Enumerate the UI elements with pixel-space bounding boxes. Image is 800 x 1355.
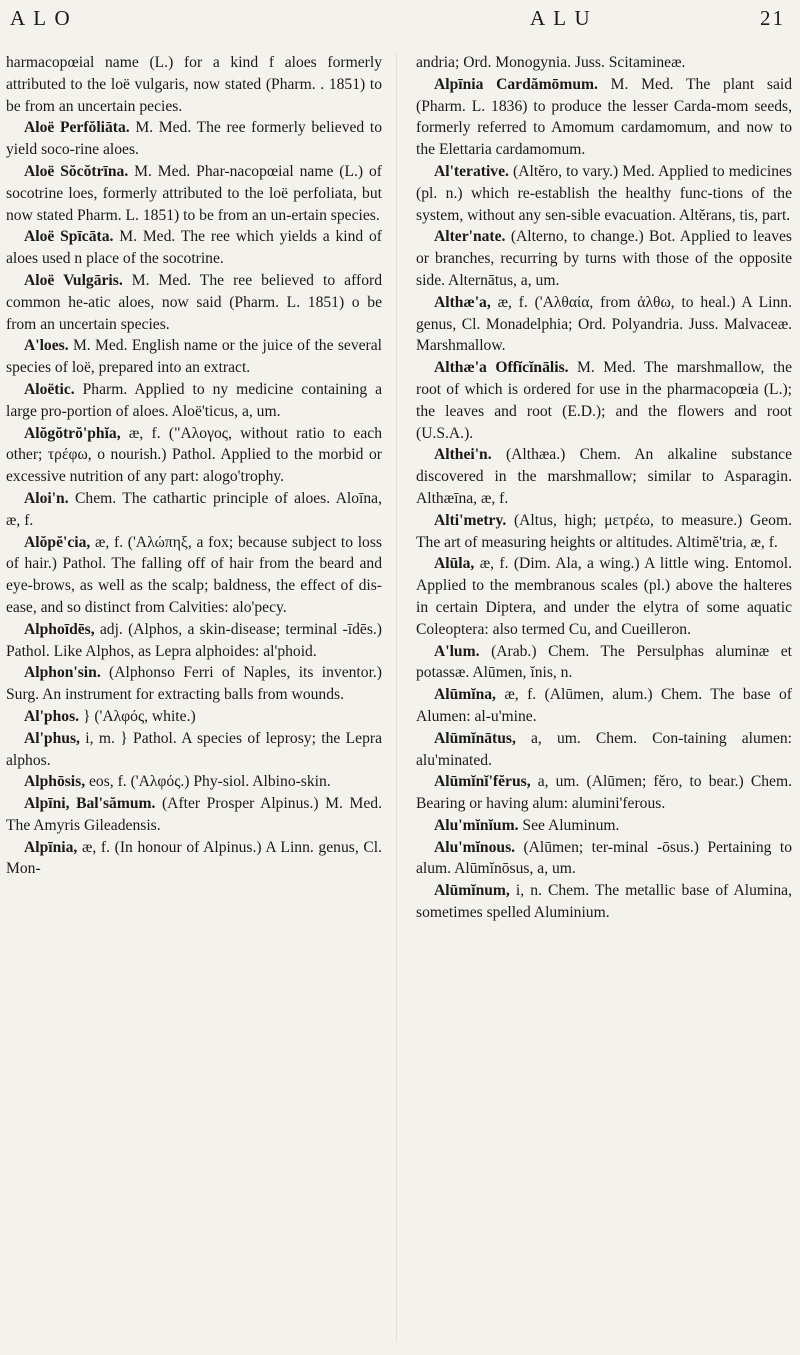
entry-definition: (Alūmen; ter-minal -ōsus.) Pertaining to alum. Alūmĭnōsus, a, um. [416,838,792,878]
entry-definition: M. Med. Phar-nacopœial name (L.) of socotrine loes, formerly attributed to the loë perfoliata, but now stated Pharm. L. 1851) to be from an un-ertain species. [6,162,382,224]
dictionary-entry [6,728,382,772]
dictionary-entry [6,270,382,335]
dictionary-entry [416,880,792,924]
entry-definition: (After Prosper Alpinus.) M. Med. The Amyris Gileadensis. [6,795,382,834]
dictionary-entry [6,117,382,161]
entry-definition: æ, f. ("Αλογος, without ratio to each other; τρέφω, o nourish.) Pathol. Applied to the morbid or excessive nutrition of any part: alogo'trophy. [6,424,382,486]
dictionary-entry [6,52,382,117]
entry-headword: Alter'nate. [434,228,506,246]
right-column [416,52,792,1348]
entry-definition: M. Med. The ree which yields a kind of aloes used n place of the socotrine. [6,228,382,268]
entry-definition: (Altus, high; μετρέω, to measure.) Geom. The art of measuring heights or altitudes. Altimĕ'tria, æ, f. [416,511,792,551]
dictionary-entry [416,815,792,837]
dictionary-entry [416,292,792,357]
entry-definition: } ('Αλφός, white.) [79,707,196,725]
entry-headword: Althæ'a Offĭcĭnālis. [434,359,569,377]
entry-headword: Alūmĭnātus, [434,729,516,747]
entry-definition: æ, f. ('Αλώπηξ, a fox; because subject to loss of hair.) Pathol. The falling off of hair from the beard and eye-brows, as well as the scalp; baldness, the effect of dis-ease, and so distinct from Calvities: alo'pecy. [6,533,382,616]
entry-definition: M. Med. English name or the juice of the several species of loë, prepared into an extract. [6,337,382,377]
dictionary-entry [416,52,792,74]
dictionary-entry [416,684,792,728]
entry-definition: (Alterno, to change.) Bot. Applied to leaves or branches, recurring by turns with those of the opposite side. Alternātus, a, um. [416,228,792,289]
dictionary-entry [6,161,382,226]
entry-definition: æ, f. ('Αλθαία, from ἀλθω, to heal.) A Linn. genus, Cl. Monadelphia; Ord. Polyandria. Juss. Malvaceæ. Marshmallow. [416,293,792,355]
entry-headword: Alphoīdēs, [24,620,95,638]
entry-definition: i, m. } Pathol. A species of leprosy; the Lepra alphos. [6,729,382,769]
dictionary-entry [416,226,792,291]
entry-definition: æ, f. (Dim. Ala, a wing.) A little wing. Entomol. Applied to the membranous scales (pl.) above the halteres in certain Diptera, and under the elytra of some aquatic Coleoptera: also termed Cu, and Cueilleron. [416,555,792,638]
entry-headword: Aloë Sŏcŏtrīna. [24,162,129,180]
dictionary-entry [416,641,792,685]
header-right-word: A L U [530,6,592,30]
entry-definition: harmacopœial name (L.) for a kind f aloes formerly attributed to the loë vulgaris, now stated (Pharm. . 1851) to be from an uncertain pecies. [6,54,382,115]
entry-headword: Althæ'a, [434,293,491,311]
dictionary-entry [6,771,382,793]
dictionary-entry [6,335,382,379]
entry-definition: (Altĕro, to vary.) Med. Applied to medicines (pl. n.) which re-establish the healthy func-tions of the system, without any sen-sible evacuation. Altĕrans, tis, part. [416,162,792,224]
entry-headword: A'loes. [24,337,69,355]
entry-definition: (Althæa.) Chem. An alkaline substance discovered in the marshmallow; similar to Asparagin. Althæīna, æ, f. [416,446,792,507]
entry-headword: Alŏpĕ'cia, [24,533,91,551]
dictionary-entry [6,793,382,837]
entry-definition: M. Med. The ree believed to afford common he-atic aloes, now said (Pharm. L. 1851) o be from an uncertain species. [6,271,382,333]
dictionary-entry [6,532,382,619]
entry-definition: See Aluminum. [518,816,620,834]
dictionary-entry [6,488,382,532]
entry-headword: Al'phos. [24,707,80,725]
entry-headword: Aloë Perfŏliāta. [24,119,130,137]
entry-definition: æ, f. (Alūmen, alum.) Chem. The base of Alumen: al-u'mine. [416,686,792,725]
entry-definition: M. Med. The ree formerly believed to yield soco-rine aloes. [6,119,382,159]
column-divider [396,52,397,1342]
entry-definition: Chem. The cathartic principle of aloes. Aloīna, æ, f. [6,489,382,529]
entry-headword: Alŏgŏtrŏ'phĭa, [24,424,121,442]
entry-headword: Al'phus, [24,729,80,747]
dictionary-entry [416,728,792,772]
entry-definition: M. Med. The marshmallow, the root of which is ordered for use in the pharmacopœia (L.); the leaves and root (E.D.); and the flowers and root (U.S.A.). [416,359,792,442]
entry-definition: adj. (Alphos, a skin-disease; terminal -īdēs.) Pathol. Like Alphos, as Lepra alphoides: al'phoid. [6,620,382,660]
dictionary-entry [416,771,792,815]
entry-definition: (Arab.) Chem. The Persulphas aluminæ et potassæ. Alūmen, ĭnis, n. [416,642,792,682]
entry-headword: Alpīnia, [24,838,78,856]
dictionary-entry [6,226,382,270]
dictionary-entry [6,662,382,706]
entry-headword: Alūla, [434,555,475,573]
dictionary-entry [6,706,382,728]
entry-headword: Alti'metry. [434,511,507,529]
dictionary-entry [416,357,792,444]
entry-headword: A'lum. [434,642,480,660]
entry-headword: Alpīnia Cardămōmum. [434,75,598,93]
dictionary-entry [416,74,792,161]
entry-headword: Althei'n. [434,446,492,464]
dictionary-entry [416,510,792,554]
entry-headword: Alūmĭna, [434,686,496,704]
entry-definition: a, um. (Alūmen; fĕro, to bear.) Chem. Bearing or having alum: alumini'ferous. [416,773,792,813]
entry-definition: eos, f. ('Αλφός.) Phy-siol. Albino-skin. [85,773,331,791]
entry-definition: M. Med. The plant said (Pharm. L. 1836) to produce the lesser Carda-mom seeds, formerly referred to Amomum cardamomum, and now to the Elettaria cardamomum. [416,75,792,159]
entry-definition: (Alphonso Ferri of Naples, its inventor.) Surg. An instrument for extracting balls from wounds. [6,664,382,704]
dictionary-entry [6,423,382,488]
dictionary-entry [416,837,792,881]
entry-headword: Alūmĭnĭ'fĕrus, [434,773,531,791]
header-left-word: A L O [10,6,72,30]
dictionary-entry [6,379,382,423]
entry-headword: Alu'mĭnĭum. [434,816,519,834]
dictionary-entry [6,619,382,663]
entry-headword: Aloi'n. [24,489,69,507]
entry-definition: æ, f. (In honour of Alpinus.) A Linn. genus, Cl. Mon- [6,838,382,878]
entry-headword: Alu'mĭnous. [434,838,516,856]
entry-headword: Alphōsis, [24,773,86,791]
dictionary-entry [6,837,382,881]
dictionary-entry [416,553,792,640]
entry-definition: a, um. Chem. Con-taining alumen: alu'minated. [416,729,792,769]
entry-headword: Al'terative. [434,162,509,180]
entry-definition: Pharm. Applied to ny medicine containing a large pro-portion of aloes. Aloë'ticus, a, um. [6,380,382,420]
entry-headword: Alūmĭnum, [434,882,510,900]
left-column [0,52,382,1348]
page-header [0,6,800,36]
entry-definition: andria; Ord. Monogynia. Juss. Scitamineæ. [416,54,686,71]
dictionary-entry [416,444,792,509]
entry-headword: Alphon'sin. [24,664,101,682]
entry-headword: Aloëtic. [24,380,75,398]
entry-headword: Aloë Vulgāris. [24,271,123,289]
header-page-number: 21 [760,6,785,30]
entry-headword: Aloë Spīcāta. [24,228,114,246]
dictionary-entry [416,161,792,226]
entry-headword: Alpīni, Bal'sămum. [24,795,156,813]
entry-definition: i, n. Chem. The metallic base of Alumina, sometimes spelled Aluminium. [416,882,792,922]
